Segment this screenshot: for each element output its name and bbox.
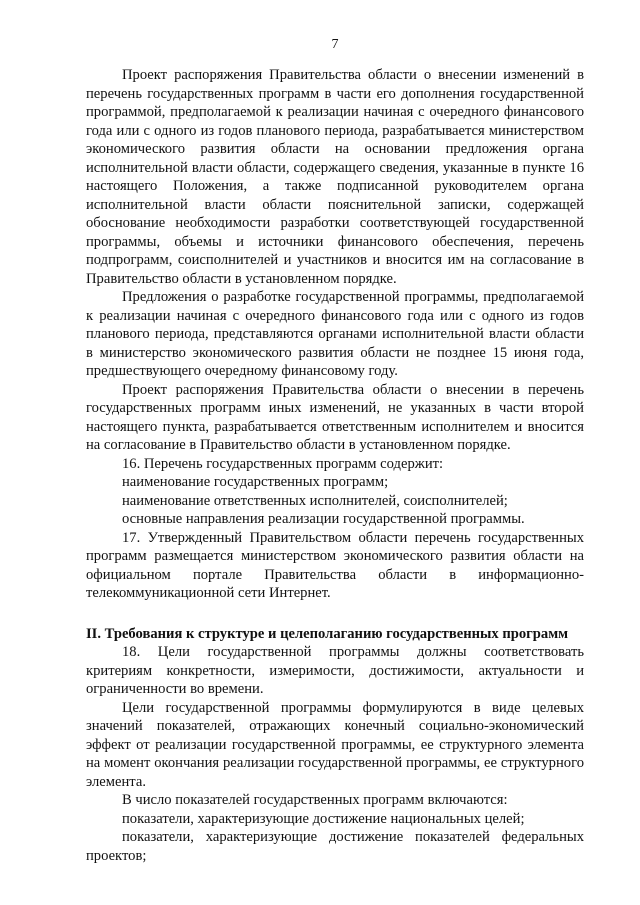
list-item-national-goals: показатели, характеризующие достижение национальных целей; [122, 810, 525, 827]
paragraph-item-17: 17. Утвержденный Правительством области перечень государственных программ размещается министерством экономического развития области на официальном портале Правительства области в информационно-телекоммуникационной сети Интернет. [86, 529, 584, 601]
list-item-federal-projects: показатели, характеризующие достижение показателей федеральных проектов; [86, 829, 584, 864]
paragraph-other-changes: Проект распоряжения Правительства области о внесении в перечень государственных программ иных изменений, не указанных в части второй настоящего пункта, разрабатывается ответственным исполнителем и вносится на согласование в Правительство области в установленном порядке. [86, 381, 584, 453]
paragraph-indicators-intro: В число показателей государственных программ включаются: [122, 792, 508, 808]
paragraph-project-order: Проект распоряжения Правительства области о внесении изменений в перечень государственных программ в части его дополнения государственной программой, предполагаемой к реализации начиная с очередного финансового года или с одного из годов планового периода, разрабатывается министерством экономического развития области на основании предложения органа исполнительной власти области, содержащего сведения, указанные в пункте 16 настоящего Положения, а также подписанной руководителем органа исполнительной власти области пояснительной записки, содержащей обоснование необходимости разработки соответствующей государственной программы, объемы и источники финансового обеспечения, перечень подпрограмм, соисполнителей и участников и вносится им на согласование в Правительство области в установленном порядке. [86, 67, 584, 287]
list-item-program-names: наименование государственных программ; [122, 474, 389, 490]
paragraph-goals-formulation: Цели государственной программы формулируются в виде целевых значений показателей, отражающих конечный социально-экономический эффект от реализации государственной программы, ее структурного элемента на момент окончания реализации государственной программы, ее структурного элемента. [86, 699, 584, 790]
paragraph-item-16: 16. Перечень государственных программ содержит: [122, 455, 444, 472]
list-item-directions: основные направления реализации государственной программы. [122, 511, 525, 527]
paragraph-item-18: 18. Цели государственной программы должны соответствовать критериям конкретности, измеримости, достижимости, актуальности и ограниченности во времени. [86, 644, 584, 697]
paragraph-proposals: Предложения о разработке государственной программы, предполагаемой к реализации начиная с очередного финансового года или с одного из годов планового периода, представляются органами исполнительной власти области в министерство экономического развития области не позднее 15 июня года, предшествующего очередному финансовому году. [86, 289, 584, 379]
page-number: 7 [331, 37, 339, 52]
list-item-executors: наименование ответственных исполнителей, соисполнителей; [122, 492, 508, 509]
section-heading: II. Требования к структуре и целеполаганию государственных программ [86, 625, 569, 642]
